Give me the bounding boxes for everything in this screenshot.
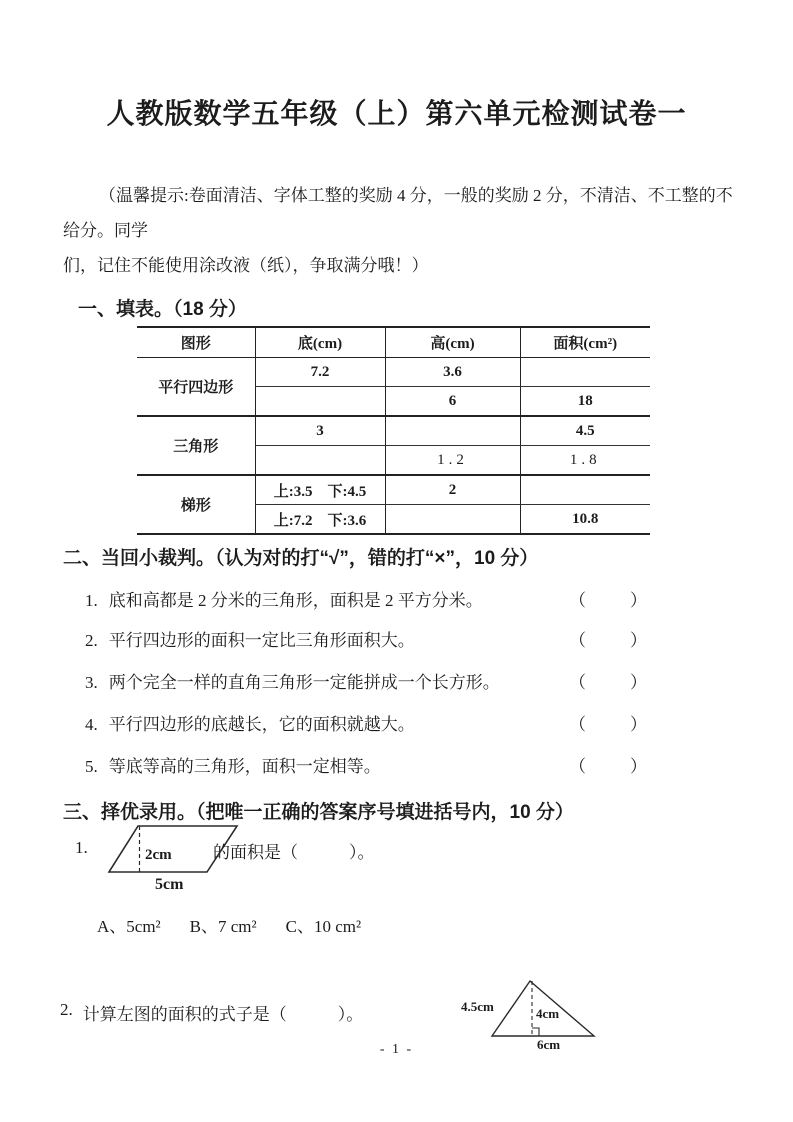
judge-question-1 [85, 586, 647, 611]
cell-base [255, 446, 385, 476]
table-header-row [137, 327, 650, 358]
cell-area: 4.5 [520, 416, 650, 446]
cell-height: 6 [385, 387, 520, 417]
cell-height [385, 416, 520, 446]
cell-area [520, 475, 650, 505]
base-label: 6cm [537, 1037, 561, 1052]
shape-parallelogram-label: 平行四边形 [137, 358, 255, 417]
choice-question-1-number: 1. [75, 838, 88, 857]
page-number: - 1 - [379, 1042, 414, 1057]
right-angle-mark [532, 1028, 539, 1036]
cell-area: 18 [520, 387, 650, 417]
table-row [137, 416, 650, 446]
answer-blank: （ ） [569, 631, 647, 650]
page-title: 人教版数学五年级（上）第六单元检测试卷一 [106, 98, 687, 129]
table-row [137, 358, 650, 387]
answer-blank: （ ） [569, 673, 647, 692]
triangle-figure [455, 968, 605, 1053]
cell-base: 7.2 [255, 358, 385, 387]
answer-blank: （ ） [569, 757, 647, 776]
question-text: 3. 两个完全一样的直角三角形一定能拼成一个长方形。 [85, 673, 500, 692]
hint-line-1: （温馨提示:卷面清洁、字体工整的奖励 4 分，一般的奖励 2 分，不清洁、不工整的不给分。同学 [63, 186, 733, 240]
question-text: 4. 平行四边形的底越长，它的面积就越大。 [85, 715, 415, 734]
base-label: 5cm [155, 876, 184, 893]
shape-trapezoid-label: 梯形 [137, 475, 255, 534]
section1-heading: 一、填表。（18 分） [78, 299, 247, 320]
answer-blank: （ ） [569, 591, 647, 610]
fill-in-table [137, 326, 650, 535]
header-height: 高(cm) [385, 327, 520, 358]
header-shape: 图形 [137, 327, 255, 358]
section2-heading: 二、当回小裁判。（认为对的打“√”，错的打“×”，10 分） [63, 548, 539, 569]
option-a: A、5cm² [97, 917, 161, 936]
choice-options-row [97, 912, 361, 937]
header-base: 底(cm) [255, 327, 385, 358]
answer-blank: （ ） [569, 715, 647, 734]
height-label: 2cm [145, 847, 172, 863]
cell-base: 上:3.5 下:4.5 [255, 475, 385, 505]
cell-base: 上:7.2 下:3.6 [255, 505, 385, 535]
choice-question-2-number: 2. [60, 1000, 73, 1019]
judge-question-2 [85, 626, 647, 651]
choice-question-1-text: 的面积是（ ）。 [213, 843, 375, 862]
option-c: C、10 cm² [285, 917, 362, 936]
cell-base [255, 387, 385, 417]
side-label: 4.5cm [461, 999, 494, 1014]
choice-question-2 [60, 1000, 363, 1025]
option-b: B、7 cm² [189, 917, 257, 936]
cell-height: 3.6 [385, 358, 520, 387]
judge-question-4 [85, 710, 647, 735]
judge-question-5 [85, 752, 647, 777]
judge-question-3 [85, 668, 647, 693]
cell-area: 10.8 [520, 505, 650, 535]
cell-area: 1.8 [520, 446, 650, 476]
section3-heading: 三、择优录用。（把唯一正确的答案序号填进括号内，10 分） [63, 802, 574, 823]
cell-area [520, 358, 650, 387]
hint-paragraph [63, 178, 733, 283]
cell-base: 3 [255, 416, 385, 446]
cell-height: 2 [385, 475, 520, 505]
table-row [137, 475, 650, 505]
question-text: 5. 等底等高的三角形，面积一定相等。 [85, 757, 381, 776]
hint-line-2: 们，记住不能使用涂改液（纸），争取满分哦！） [63, 256, 429, 275]
question-text: 2. 平行四边形的面积一定比三角形面积大。 [85, 631, 415, 650]
shape-triangle-label: 三角形 [137, 416, 255, 475]
height-label: 4cm [536, 1006, 560, 1021]
cell-height [385, 505, 520, 535]
header-area: 面积(cm²) [520, 327, 650, 358]
question-text: 1. 底和高都是 2 分米的三角形，面积是 2 平方分米。 [85, 591, 483, 610]
choice-question-2-text: 计算左图的面积的式子是（ ）。 [82, 1005, 364, 1024]
cell-height: 1.2 [385, 446, 520, 476]
